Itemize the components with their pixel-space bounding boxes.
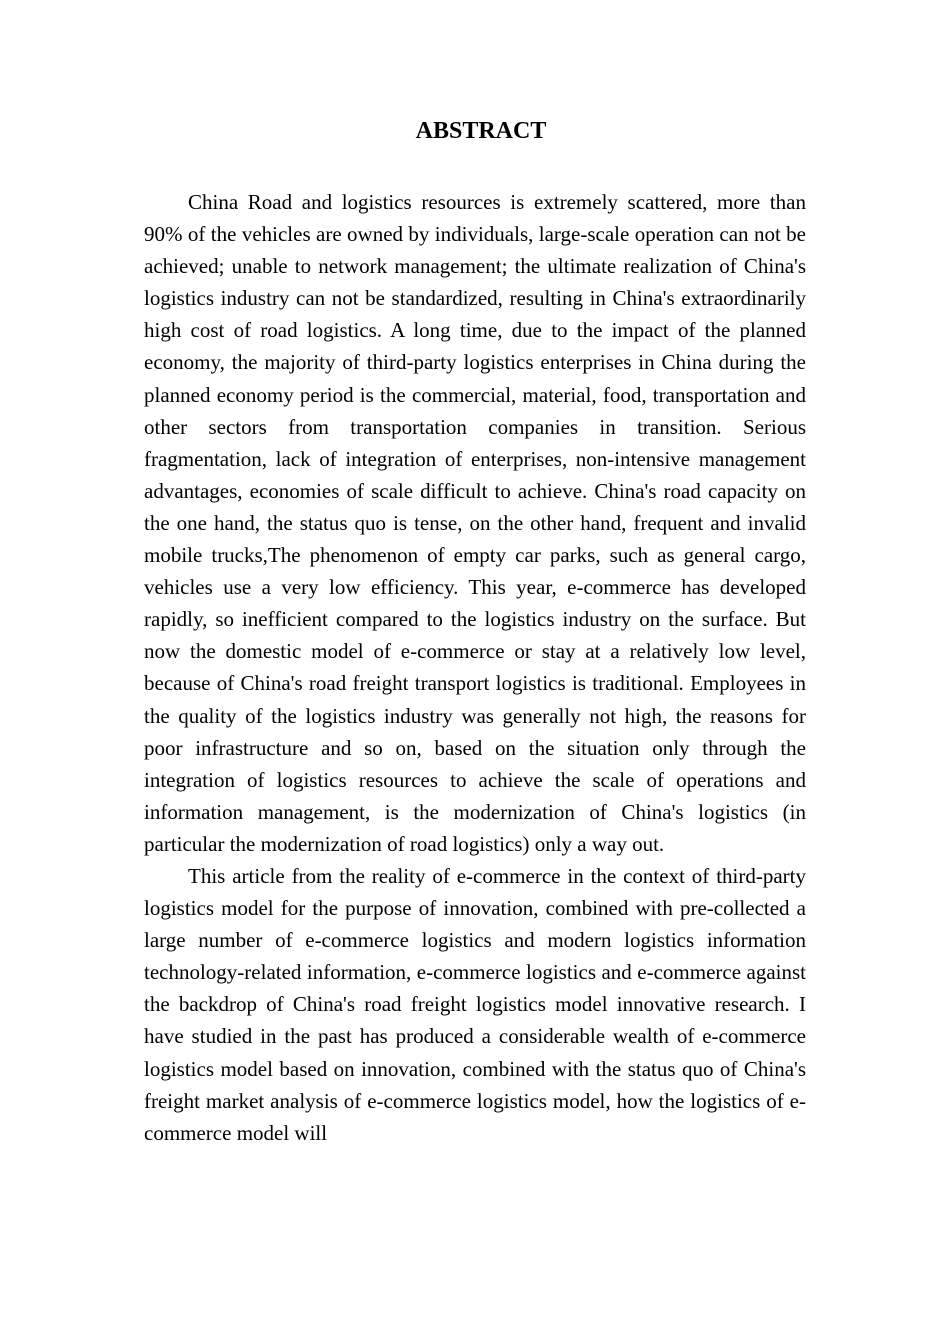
abstract-paragraph-1: China Road and logistics resources is extremely scattered, more than 90% of the vehicles are owned by individuals, large-scale operation can not be achieved; unable to network management; the ultimate realization of China's logistics industry can not be standardized, resulting in China's extraordinarily high cost of road logistics. A long time, due to the impact of the planned economy, the majority of third-party logistics enterprises in China during the planned economy period is the commercial, material, food, transportation and other sectors from transportation companies in transition. Serious fragmentation, lack of integration of enterprises, non-intensive management advantages, economies of scale difficult to achieve. China's road capacity on the one hand, the status quo is tense, on the other hand, frequent and invalid mobile trucks,The phenomenon of empty car parks, such as general cargo, vehicles use a very low efficiency. This year, e-commerce has developed rapidly, so inefficient compared to the logistics industry on the surface. But now the domestic model of e-commerce or stay at a relatively low level, because of China's road freight transport logistics is traditional. Employees in the quality of the logistics industry was generally not high, the reasons for poor infrastructure and so on, based on the situation only through the integration of logistics resources to achieve the scale of operations and information management, is the modernization of China's logistics (in particular the modernization of road logistics) only a way out.	[144, 190, 806, 856]
page-title: ABSTRACT	[415, 118, 547, 144]
abstract-paragraph-2: This article from the reality of e-commerce in the context of third-party logistics model for the purpose of innovation, combined with pre-collected a large number of e-commerce logistics and modern logistics information technology-related information, e-commerce logistics and e-commerce against the backdrop of China's road freight logistics model innovative research. I have studied in the past has produced a considerable wealth of e-commerce logistics model based on innovation, combined with the status quo of China's freight market analysis of e-commerce logistics model, how the logistics of e-commerce model will	[144, 863, 806, 1145]
abstract-body	[144, 186, 806, 1149]
